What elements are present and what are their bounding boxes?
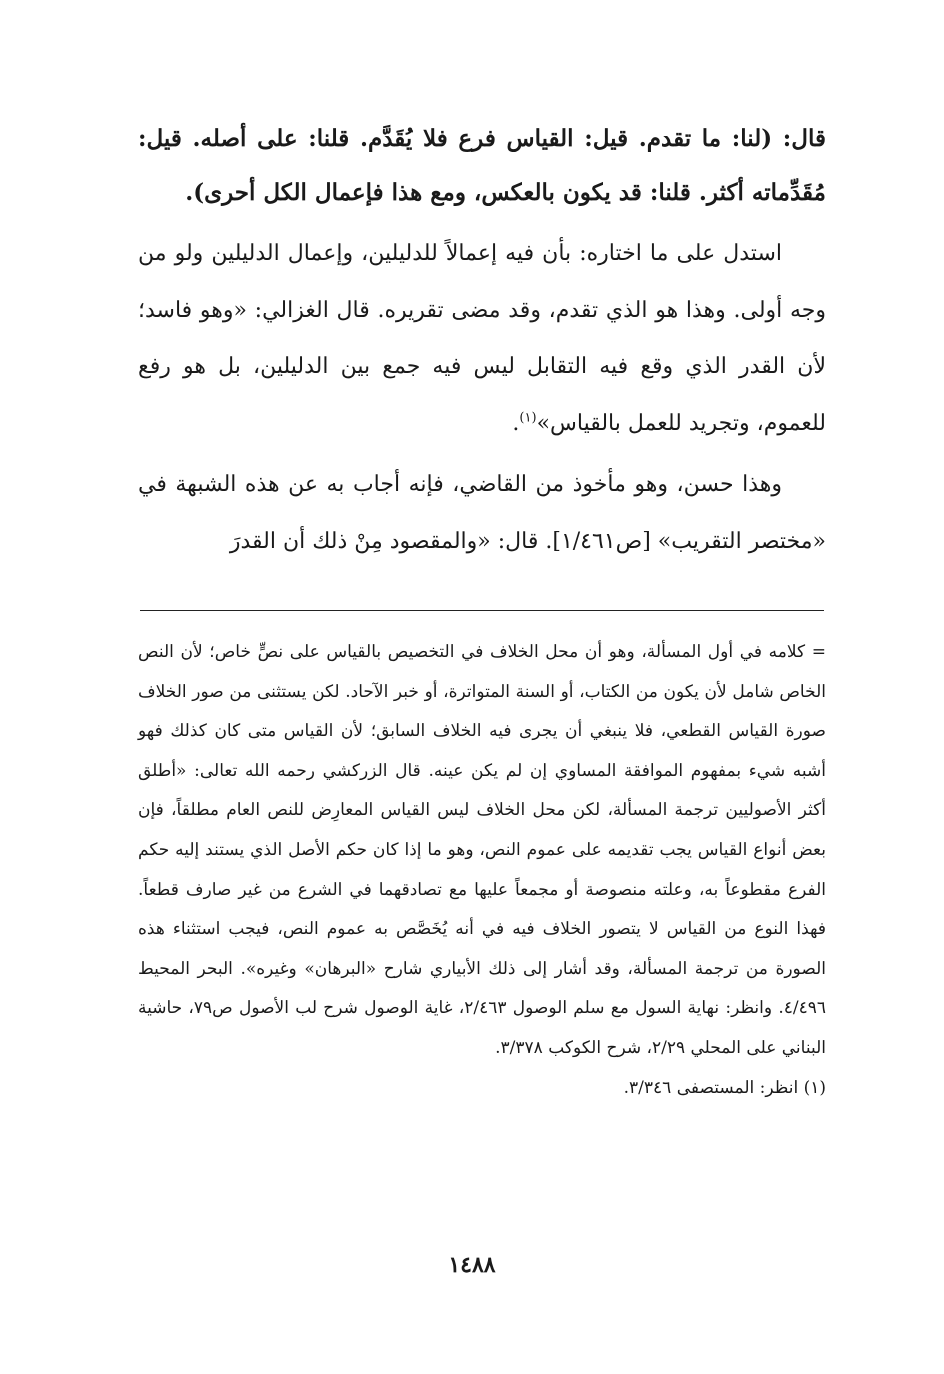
commentary-paragraph-1 [138, 226, 826, 452]
page-number: ١٤٨٨ [448, 1252, 496, 1278]
footnote-continuation: = كلامه في أول المسألة، وهو أن محل الخلاف في التخصيص بالقياس على نصٍّ خاص؛ لأن النص الخاص شامل لأن يكون من الكتاب، أو السنة المتواترة، أو خبر الآحاد. لكن يستثنى من صور الخلاف صورة القياس القطعي، فلا ينبغي أن يجرى فيه الخلاف السابق؛ لأن القياس متى كان كذلك فهو أشبه شيء بمفهوم الموافقة المساوي إن لم يكن عينه. قال الزركشي رحمه الله تعالى: «أطلق أكثر الأصوليين ترجمة المسألة، لكن محل الخلاف ليس القياس المعارِض للنص العام مطلقاً، فإن بعض أنواع القياس يجب تقديمه على عموم النص، وهو ما إذا كان حكم الأصل الذي يستند إليه حكم الفرع مقطوعاً به، وعلته منصوصة أو مجمعاً عليها مع تصادقهما في الشرع من غير صارف قطعاً. فهذا النوع من القياس لا يتصور الخلاف فيه في أنه يُخَصَّص به عموم النص، فيجب استثناء هذه الصورة من ترجمة المسألة، وقد أشار إلى ذلك الأبياري شارح «البرهان» وغيره». البحر المحيط ٤/٤٩٦. وانظر: نهاية السول مع سلم الوصول ٢/٤٦٣، غاية الوصول شرح لب الأصول ص٧٩، حاشية البناني على المحلي ٢/٢٩، شرح الكوكب ٣/٣٧٨. [138, 642, 826, 1058]
commentary-paragraph-2: وهذا حسن، وهو مأخوذ من القاضي، فإنه أجاب به عن هذه الشبهة في «مختصر التقريب» [ص١/٤٦١]. قال: «والمقصود مِنْ ذلك أن القدرَ [138, 472, 826, 554]
commentary-paragraph-1-text: استدل على ما اختاره: بأن فيه إعمالاً للدليلين، وإعمال الدليلين ولو من وجه أولى. وهذا هو الذي تقدم، وقد مضى تقريره. قال الغزالي: «وهو فاسد؛ لأن القدر الذي وقع فيه التقابل ليس فيه جمع بين الدليلين، بل هو رفع للعموم، وتجريد للعمل بالقياس» [138, 241, 826, 436]
footnote-1 [138, 1069, 826, 1108]
footnote-divider [140, 610, 824, 611]
footnote-1-text: انظر: المستصفى ٣/٣٤٦. [623, 1077, 799, 1098]
main-text [138, 112, 826, 575]
footnote-1-number: (١) [803, 1077, 826, 1098]
commentary-paragraph-1-end: . [512, 410, 520, 436]
quoted-matn: قال: (لنا: ما تقدم. قيل: القياس فرع فلا يُقَدَّم. قلنا: على أصله. قيل: مُقَدِّماته أكثر. قلنا: قد يكون بالعكس، ومع هذا فإعمال الكل أحرى). [138, 125, 826, 206]
footnote-reference-1[interactable]: (١) [519, 410, 537, 426]
footnotes-section [138, 633, 826, 1108]
